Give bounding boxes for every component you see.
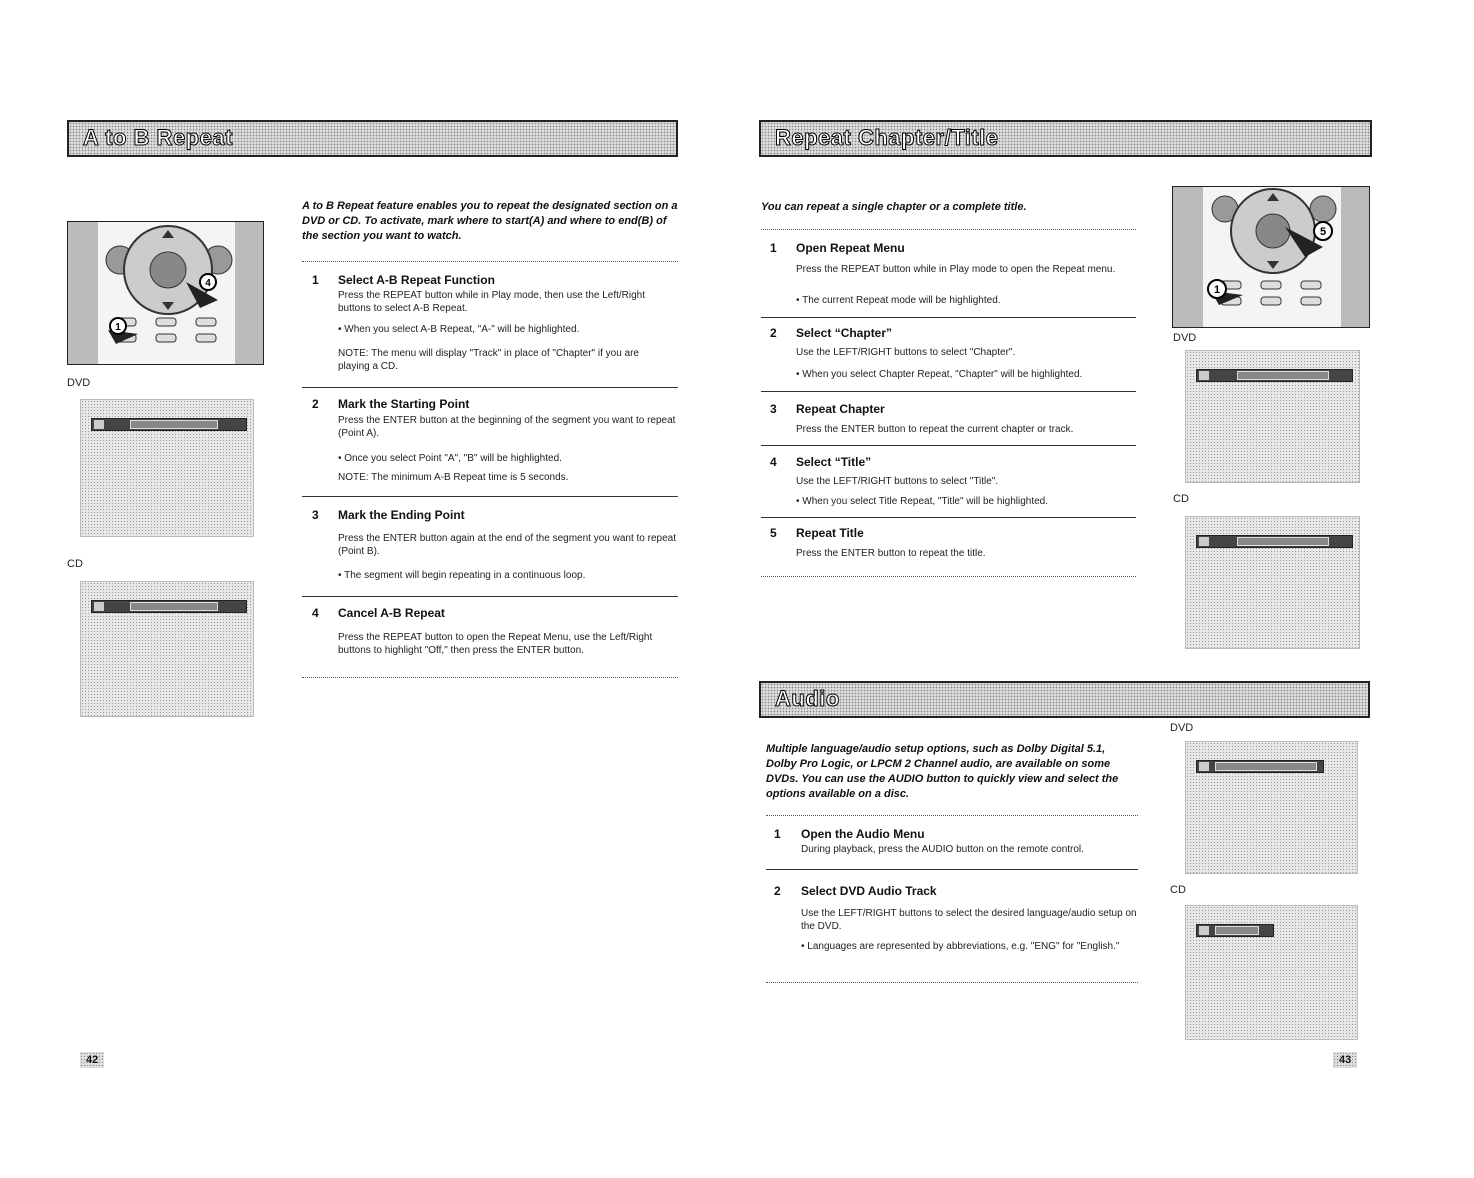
a-to-b-repeat-banner [67,120,678,157]
page-number-left: 42 [80,1052,104,1068]
osd-repeat-icon [1199,537,1209,546]
dvd-label: DVD [1173,332,1197,344]
step-bullet: • Languages are represented by abbreviations, e.g. "ENG" for "English." [801,941,1120,952]
dvd-label: DVD [1170,722,1194,734]
osd-highlight [1237,537,1329,546]
cd-label: CD [1170,884,1186,896]
step-number: 4 [312,606,319,620]
osd-highlight [1215,926,1259,935]
step-title: Select DVD Audio Track [801,884,937,898]
cd-label: CD [1173,493,1189,505]
cd-label: CD [67,558,83,570]
audio-osd-bar [1196,924,1274,937]
page-number-right: 43 [1333,1052,1357,1068]
step-bullet: • The current Repeat mode will be highlighted. [796,295,1001,306]
divider [766,982,1138,983]
intro-text: A to B Repeat feature enables you to repeat the designated section on a DVD or CD. To activate, mark where to start(A) and where to end(B) of the section you want to watch. [302,200,678,242]
cd-screen [80,581,254,717]
dvd-audio-screen [1185,741,1358,874]
divider [761,445,1136,446]
step-text: Press the REPEAT button to open the Repeat Menu, use the Left/Right buttons to highlight "Off," then press the ENTER button. [338,632,653,656]
step-number: 1 [312,273,319,287]
divider [761,517,1136,518]
step-text: Press the ENTER button again at the end of the segment you want to repeat (Point B). [338,533,676,557]
step-title: Open Repeat Menu [796,241,905,255]
step-text: Use the LEFT/RIGHT buttons to select the desired language/audio setup on the DVD. [801,908,1137,932]
step-number: 2 [312,397,319,411]
osd-repeat-icon [1199,371,1209,380]
step-number: 1 [770,241,777,255]
divider [302,496,678,497]
step-bullet: • When you select A-B Repeat, "A-" will be highlighted. [338,324,580,335]
osd-highlight [1215,762,1317,771]
audio-osd-bar [1196,760,1324,773]
banner-title: A to B Repeat [83,125,233,150]
step-bullet: • When you select Title Repeat, "Title" will be highlighted. [796,496,1049,507]
osd-repeat-icon [94,602,104,611]
intro-text: You can repeat a single chapter or a complete title. [761,201,1027,213]
divider [302,387,678,388]
osd-highlight [130,602,218,611]
dvd-label: DVD [67,377,91,389]
repeat-osd-bar [1196,369,1353,382]
step-note: NOTE: The menu will display "Track" in place of "Chapter" if you are playing a CD. [338,348,639,372]
repeat-osd-bar [91,418,247,431]
remote-control-drawing [68,222,264,365]
divider [761,317,1136,318]
dvd-screen [1185,350,1360,483]
svg-text:1: 1 [1213,284,1221,296]
step-number: 4 [770,455,777,469]
step-number: 2 [774,884,781,898]
step-text: Press the ENTER button to repeat the title. [796,548,986,559]
step-title: Cancel A-B Repeat [338,606,445,620]
divider [766,869,1138,870]
step-title: Select A-B Repeat Function [338,273,495,287]
repeat-chapter-title-banner [759,120,1372,157]
step-number: 5 [770,526,777,540]
step-text: Press the ENTER button at the beginning of the segment you want to repeat (Point A). [338,415,676,439]
divider [761,391,1136,392]
osd-audio-icon [1199,926,1209,935]
step-note: NOTE: The minimum A-B Repeat time is 5 seconds. [338,472,569,483]
divider [761,229,1136,230]
divider [302,261,678,262]
cd-screen [1185,516,1360,649]
step-text: Press the REPEAT button while in Play mode to open the Repeat menu. [796,264,1116,275]
audio-banner [759,681,1370,718]
dvd-screen [80,399,254,537]
divider [761,576,1136,577]
osd-highlight [130,420,218,429]
divider [302,596,678,597]
step-title: Open the Audio Menu [801,827,925,841]
step-number: 3 [312,508,319,522]
step-title: Mark the Starting Point [338,397,470,411]
step-title: Repeat Chapter [796,402,885,416]
step-bullet: • When you select Chapter Repeat, "Chapter" will be highlighted. [796,369,1083,380]
step-title: Select “Chapter” [796,326,893,340]
step-title: Select “Title” [796,455,872,469]
step-text: Press the ENTER button to repeat the current chapter or track. [796,424,1074,435]
osd-audio-icon [1199,762,1209,771]
step-text: Press the REPEAT button while in Play mode, then use the Left/Right buttons to select A-B Repeat. [338,290,646,314]
banner-title: Repeat Chapter/Title [775,125,999,150]
repeat-osd-bar [91,600,247,613]
step-text: Use the LEFT/RIGHT buttons to select "Chapter". [796,347,1016,358]
divider [766,815,1138,816]
svg-text:4: 4 [205,278,211,289]
repeat-osd-bar [1196,535,1353,548]
step-number: 3 [770,402,777,416]
step-bullet: • Once you select Point "A", "B" will be highlighted. [338,453,562,464]
cd-audio-screen [1185,905,1358,1040]
remote-control-illustration [67,221,264,365]
step-title: Mark the Ending Point [338,508,465,522]
remote-control-illustration [1172,186,1370,328]
remote-control-drawing [1173,187,1370,328]
svg-text:1: 1 [115,322,121,333]
divider [302,677,678,678]
intro-text: Multiple language/audio setup options, such as Dolby Digital 5.1, Dolby Pro Logic, or LPCM 2 Channel audio, are available on some DVDs. You can use the AUDIO button to quickly view and select the options available on a disc. [766,743,1119,800]
step-bullet: • The segment will begin repeating in a continuous loop. [338,570,586,581]
svg-text:5: 5 [1319,226,1327,238]
osd-repeat-icon [94,420,104,429]
step-number: 1 [774,827,781,841]
osd-highlight [1237,371,1329,380]
step-title: Repeat Title [796,526,864,540]
step-text: During playback, press the AUDIO button on the remote control. [801,844,1084,855]
banner-title: Audio [775,686,840,711]
step-number: 2 [770,326,777,340]
step-text: Use the LEFT/RIGHT buttons to select "Title". [796,476,999,487]
